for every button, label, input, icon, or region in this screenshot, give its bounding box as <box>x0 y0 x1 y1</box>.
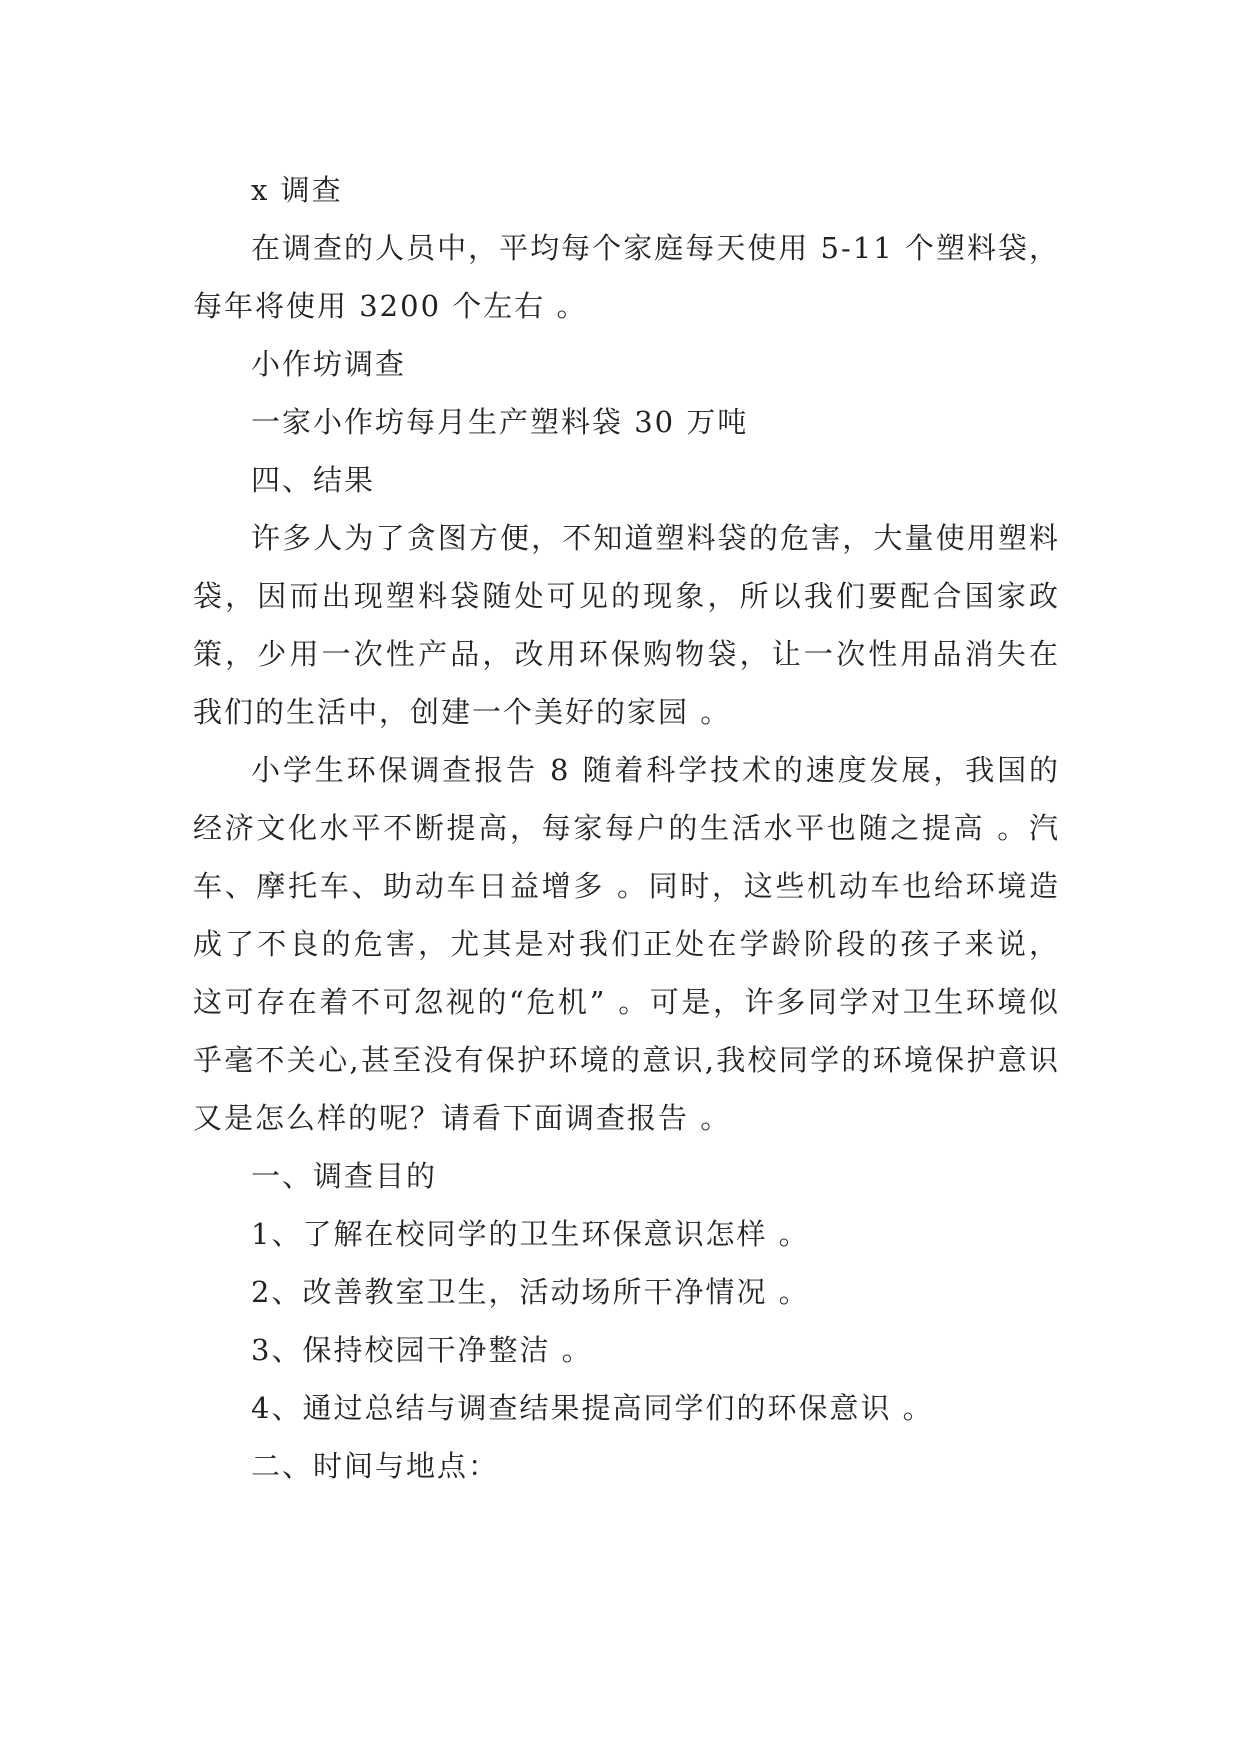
list-item-purpose-2: 2、改善教室卫生，活动场所干净情况 。 <box>251 1275 810 1309</box>
section-heading-survey-purpose: 一、调查目的 <box>251 1159 438 1193</box>
list-item-purpose-4: 4、通过总结与调查结果提高同学们的环保意识 。 <box>251 1391 934 1425</box>
paragraph-results: 许多人为了贪图方便，不知道塑料袋的危害，大量使用塑料袋，因而出现塑料袋随处可见的现象，所以我们要配合国家政策，少用一次性产品，改用环保购物袋，让一次性用品消失在我们的生活中，创建一个美好的家园 。 <box>193 521 1060 729</box>
list-item-purpose-1: 1、了解在校同学的卫生环保意识怎样 。 <box>251 1217 810 1251</box>
section-heading-time-place: 二、时间与地点： <box>251 1449 500 1483</box>
document-body <box>193 161 1060 1495</box>
paragraph-workshop-production: 一家小作坊每月生产塑料袋 30 万吨 <box>251 405 749 439</box>
paragraph-report-8-intro: 小学生环保调查报告 8 随着科学技术的速度发展，我国的经济文化水平不断提高，每家每户的生活水平也随之提高 。汽车、摩托车、助动车日益增多 。同时，这些机动车也给环境造成了不良的危害，尤其是对我们正处在学龄阶段的孩子来说，这可存在着不可忽视的“危机” 。可是，许多同学对卫生环境似乎毫不关心,甚至没有保护环境的意识,我校同学的环境保护意识又是怎么样的呢？请看下面调查报告 。 <box>193 753 1060 1135</box>
section-heading-workshop-survey: 小作坊调查 <box>251 347 407 381</box>
paragraph-plastic-bag-usage: 在调查的人员中，平均每个家庭每天使用 5-11 个塑料袋，每年将使用 3200 个左右 。 <box>193 231 1060 323</box>
list-item-purpose-3: 3、保持校园干净整洁 。 <box>251 1333 593 1367</box>
section-heading-x-survey: x 调查 <box>251 173 343 207</box>
section-heading-results: 四、结果 <box>251 463 376 497</box>
